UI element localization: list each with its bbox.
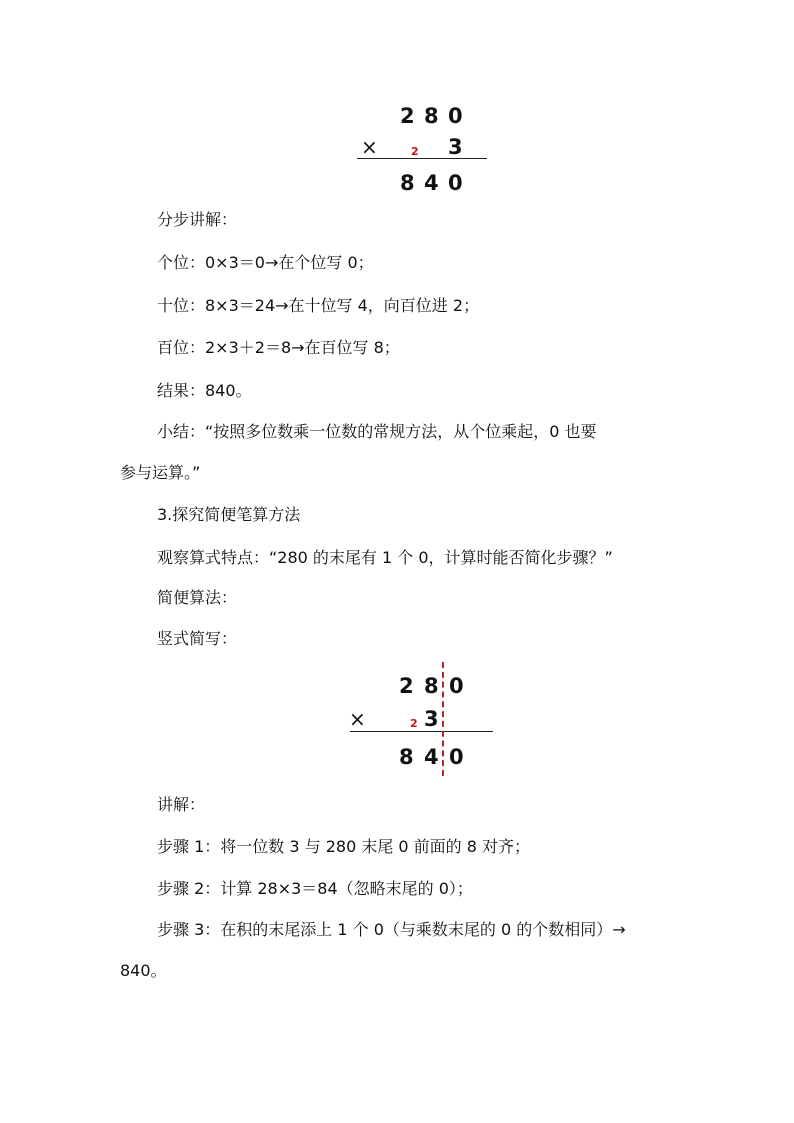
hundreds-place-step: 百位：2×3＋2＝8→在百位写 8； — [157, 338, 400, 357]
section-heading-simplified-method: 3.探究简便笔算方法 — [157, 505, 301, 524]
multiply-sign: × — [349, 707, 366, 731]
explanation-heading: 讲解： — [157, 795, 206, 814]
ones-place-step: 个位：0×3＝0→在个位写 0； — [157, 253, 374, 272]
multiplicand-ones-digit: 0 — [449, 674, 464, 698]
product-ones-digit: 0 — [449, 745, 464, 769]
step-explanation-heading: 分步讲解： — [157, 210, 238, 229]
step-2: 步骤 2：计算 28×3＝84（忽略末尾的 0）； — [157, 879, 473, 898]
step-1: 步骤 1：将一位数 3 与 280 末尾 0 前面的 8 对齐； — [157, 837, 531, 856]
multiplicand-hundreds-digit: 2 — [399, 674, 414, 698]
step-3-line-1: 步骤 3：在积的末尾添上 1 个 0（与乘数末尾的 0 的个数相同）→ — [157, 920, 626, 939]
multiplicand-hundreds-digit: 2 — [400, 104, 415, 128]
step-3-line-2: 840。 — [120, 961, 167, 980]
product-tens-digit: 4 — [424, 171, 439, 195]
calculation-rule — [350, 731, 493, 732]
product-ones-digit: 0 — [448, 171, 463, 195]
product-hundreds-digit: 8 — [399, 745, 414, 769]
vertical-shorthand-label: 竖式简写： — [157, 629, 238, 648]
simplified-method-label: 简便算法： — [157, 588, 238, 607]
multiplicand-tens-digit: 8 — [424, 674, 439, 698]
multiplicand-ones-digit: 0 — [448, 104, 463, 128]
multiplicand-tens-digit: 8 — [424, 104, 439, 128]
summary-line-1: 小结：“按照多位数乘一位数的常规方法，从个位乘起，0 也要 — [157, 422, 597, 441]
observe-line: 观察算式特点：“280 的末尾有 1 个 0，计算时能否简化步骤？” — [157, 548, 613, 567]
product-hundreds-digit: 8 — [400, 171, 415, 195]
calculation-rule — [357, 158, 487, 159]
multiplier-digit: 3 — [424, 707, 439, 731]
tens-place-step: 十位：8×3＝24→在十位写 4，向百位进 2； — [157, 296, 480, 315]
multiplier-digit: 3 — [448, 135, 463, 159]
carry-digit: 2 — [410, 717, 418, 730]
zero-separator-dashed-line — [442, 662, 444, 776]
multiply-sign: × — [361, 135, 378, 159]
carry-digit: 2 — [411, 145, 419, 158]
result-line: 结果：840。 — [157, 381, 252, 400]
product-tens-digit: 4 — [424, 745, 439, 769]
summary-line-2: 参与运算。” — [120, 463, 201, 482]
